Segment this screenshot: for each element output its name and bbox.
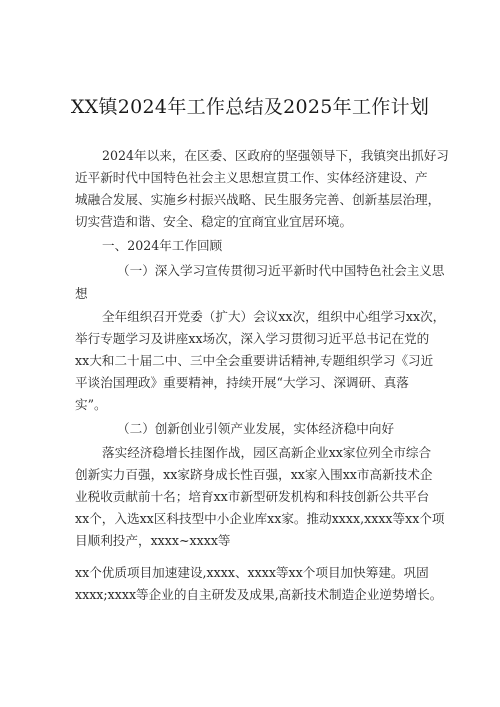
subsection-heading: （二）创新创业引领产业发展，实体经济稳中向好 — [117, 421, 395, 436]
paragraph-line: xx大和二十届二中、三中全会重要讲话精神,专题组织学习《习近 — [75, 353, 434, 368]
paragraph-line: 全年组织召开党委（扩大）会议xx次，组织中心组学习xx次， — [102, 309, 446, 324]
paragraph-line: 切实营造和谐、安全、稳定的宜商宜业宜居环境。 — [75, 214, 353, 229]
document-title: XX镇2024年工作总结及2025年工作计划 — [70, 96, 430, 118]
paragraph-line: 2024年以来，在区委、区政府的坚强领导下，我镇突出抓好习 — [102, 148, 449, 163]
paragraph-line: 业税收贡献前十名；培育xx市新型研发机构和科技创新公共平台 — [75, 489, 430, 504]
paragraph-line: 落实经济稳增长挂图作战，园区高新企业xx家位列全市综合 — [102, 445, 432, 460]
section-heading: 一、2024年工作回顾 — [102, 238, 223, 253]
paragraph-line: xxxx;xxxx等企业的自主研发及成果,高新技术制造企业逆势增长。 — [75, 587, 443, 602]
paragraph-line: xx个，入选xx区科技型中小企业库xx家。推动xxxx,xxxx等xx个项 — [75, 511, 445, 526]
subsection-heading-continued: 想 — [75, 286, 88, 301]
paragraph-line: 目顺利投产，xxxx~xxxx等 — [75, 533, 231, 548]
paragraph-line: 近平新时代中国特色社会主义思想宣贯工作、实体经济建设、产 — [75, 170, 428, 185]
paragraph-line: xx个优质项目加速建设,xxxx、xxxx等xx个项目加快筹建。巩固 — [75, 565, 429, 580]
paragraph-line: 平谈治国理政》重要精神，持续开展“大学习、深调研、真落 — [75, 375, 409, 390]
paragraph-line: 城融合发展、实施乡村振兴战略、民生服务完善、创新基层治理， — [75, 192, 441, 207]
paragraph-line: 实”。 — [75, 397, 107, 412]
paragraph-line: 举行专题学习及讲座xx场次，深入学习贯彻习近平总书记在党的 — [75, 331, 430, 346]
paragraph-line: 创新实力百强，xx家跻身成长性百强，xx家入围xx市高新技术企 — [75, 467, 433, 482]
subsection-heading: （一）深入学习宣传贯彻习近平新时代中国特色社会主义思 — [117, 263, 445, 278]
